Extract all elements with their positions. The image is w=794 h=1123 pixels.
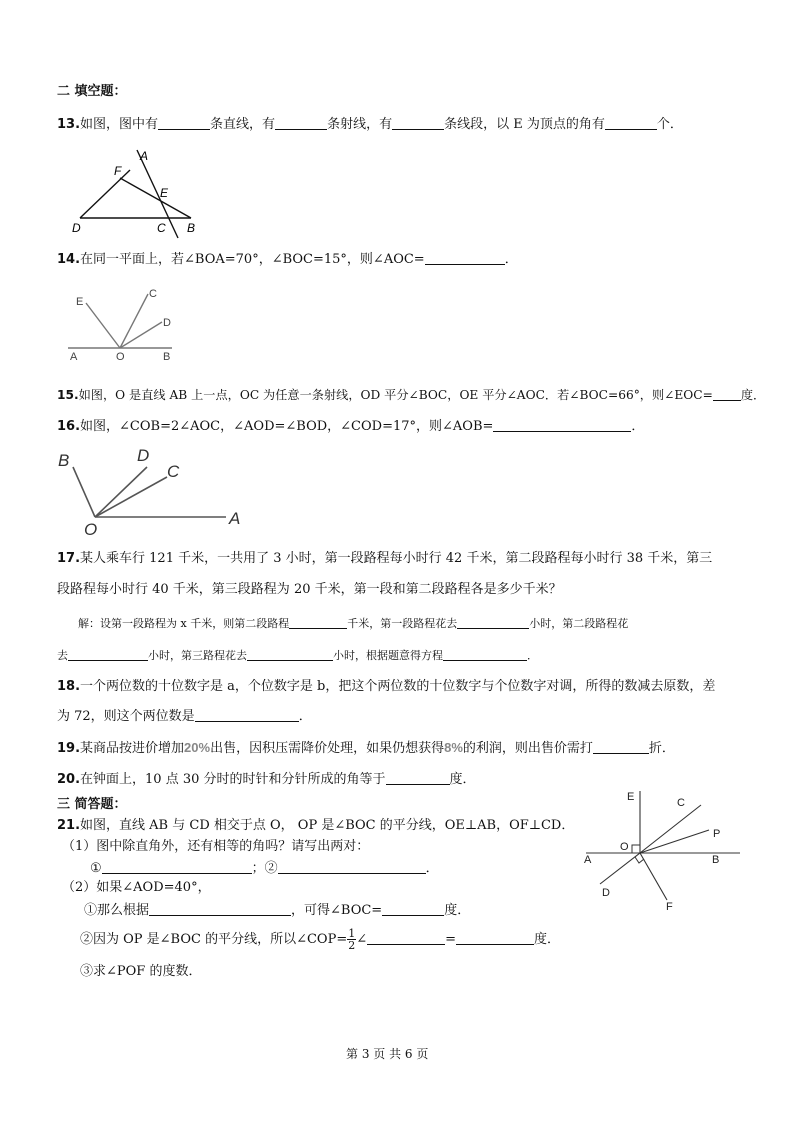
question-text: 条线段，以 E 为顶点的角有 bbox=[444, 117, 605, 132]
percent-highlight: 8% bbox=[444, 740, 463, 755]
question-number: 17. bbox=[57, 551, 81, 566]
question-number: 18. bbox=[57, 679, 81, 694]
question-text: 条直线，有 bbox=[210, 117, 276, 132]
step-text: 度． bbox=[534, 932, 561, 947]
step-text: ，可得∠BOC= bbox=[291, 903, 383, 918]
question-text: 如图，直线 AB 与 CD 相交于点 O， OP 是∠BOC 的平分线，OE⊥AB，OF⊥CD． bbox=[80, 818, 575, 833]
punctuation: ． bbox=[425, 861, 439, 876]
label-P: P bbox=[713, 828, 721, 840]
question-number: 21. bbox=[57, 818, 81, 833]
step-text: ②因为 OP 是∠BOC 的平分线，所以∠COP= bbox=[80, 932, 348, 947]
question-number: 20. bbox=[57, 772, 81, 787]
question-text: 一个两位数的十位数字是 a，个位数字是 b，把这个两位数的十位数字与个位数字对调，所得的数减去原数，差 bbox=[80, 679, 716, 694]
question-text: 的利润，则出售价需打 bbox=[462, 741, 593, 756]
question-21-part2: （2）如果∠AOD=40°， bbox=[62, 880, 211, 895]
label-E: E bbox=[627, 791, 635, 803]
label-E: E bbox=[76, 296, 84, 308]
label-C: C bbox=[149, 288, 157, 300]
question-text: 如图，图中有 bbox=[80, 117, 159, 132]
label-D: D bbox=[137, 446, 150, 465]
label-B: B bbox=[163, 351, 171, 363]
solution-text: ． bbox=[527, 649, 538, 662]
fraction-one-half: $\frac{1}{2}$ bbox=[348, 927, 356, 952]
question-text: 度． bbox=[449, 772, 476, 787]
label-O: O bbox=[84, 520, 98, 539]
label-O: O bbox=[116, 351, 125, 363]
question-21-step3: ③求∠POF 的度数． bbox=[80, 964, 202, 979]
solution-text: 解：设第一段路程为 x 千米，则第二段路程 bbox=[78, 617, 290, 630]
question-text: 条射线，有 bbox=[327, 117, 393, 132]
solution-text: 小时，根据题意得方程 bbox=[333, 649, 443, 662]
question-text: ． bbox=[504, 252, 518, 267]
page-footer: 第 3 页 共 6 页 bbox=[346, 1047, 429, 1061]
question-text: 如图，∠COB=2∠AOC，∠AOD=∠BOD，∠COD=17°，则∠AOB= bbox=[80, 419, 494, 434]
question-text: 为 72，则这个两位数是 bbox=[57, 709, 195, 724]
question-21-part1: （1）图中除直角外，还有相等的角吗？请写出两对： bbox=[62, 839, 370, 854]
question-text: 度． bbox=[740, 388, 766, 402]
step-text: ∠ bbox=[356, 932, 368, 947]
question-text: 如图，O 是直线 AB 上一点，OC 为任意一条射线，OD 平分∠BOC，OE 平分∠AOC．若∠BOC=66°，则∠EOC= bbox=[78, 388, 713, 402]
label-A: A bbox=[140, 149, 149, 163]
question-text: ． bbox=[298, 709, 312, 724]
section-title-short-answer: 三 简答题： bbox=[57, 797, 127, 812]
question-text: 某商品按进价增加 bbox=[80, 741, 185, 756]
solution-text: 小时，第二段路程花 bbox=[529, 617, 629, 630]
label-O: O bbox=[620, 841, 629, 853]
question-text: ． bbox=[631, 419, 645, 434]
step-text: ①那么根据 bbox=[84, 903, 150, 918]
question-text: 个． bbox=[656, 117, 683, 132]
question-text: 在同一平面上，若∠BOA=70°，∠BOC=15°，则∠AOC= bbox=[80, 252, 425, 267]
solution-text: 去 bbox=[57, 649, 68, 662]
label-D: D bbox=[602, 887, 610, 899]
question-text: 出售，因积压需降价处理，如果仍想获得 bbox=[210, 741, 445, 756]
label-A: A bbox=[229, 509, 241, 528]
label-C: C bbox=[167, 462, 180, 481]
question-text: 在钟面上，10 点 30 分时的时针和分针所成的角等于 bbox=[80, 772, 386, 787]
question-text: 折． bbox=[648, 741, 675, 756]
label-C: C bbox=[677, 797, 685, 809]
label-B: B bbox=[712, 854, 720, 866]
section-title-fill-in: 二 填空题： bbox=[57, 84, 127, 99]
label-B: B bbox=[58, 451, 70, 470]
question-number: 13. bbox=[57, 117, 81, 132]
circled-number: ；② bbox=[251, 861, 278, 876]
step-text: 度． bbox=[444, 903, 471, 918]
solution-text: 小时，第三路程花去 bbox=[148, 649, 247, 662]
label-A: A bbox=[70, 351, 78, 363]
label-D: D bbox=[163, 317, 171, 329]
question-number: 14. bbox=[57, 252, 81, 267]
circled-number: ① bbox=[90, 861, 102, 876]
label-D: D bbox=[72, 221, 81, 235]
step-text: = bbox=[445, 932, 457, 947]
label-F: F bbox=[114, 164, 122, 178]
label-B: B bbox=[187, 221, 196, 235]
solution-text: 千米，第一段路程花去 bbox=[347, 617, 458, 630]
question-17-line2: 段路程每小时行 40 千米，第三段路程为 20 千米，第一段和第二段路程各是多少千米？ bbox=[57, 582, 562, 597]
question-number: 16. bbox=[57, 419, 81, 434]
label-A: A bbox=[584, 854, 592, 866]
label-E: E bbox=[160, 186, 169, 200]
question-number: 15. bbox=[57, 388, 79, 402]
question-text: 某人乘车行 121 千米，一共用了 3 小时，第一段路程每小时行 42 千米，第二段路程每小时行 38 千米，第三 bbox=[80, 551, 713, 566]
percent-highlight: 20% bbox=[184, 740, 211, 755]
question-number: 19. bbox=[57, 741, 81, 756]
label-F: F bbox=[666, 901, 673, 913]
label-C: C bbox=[157, 221, 166, 235]
